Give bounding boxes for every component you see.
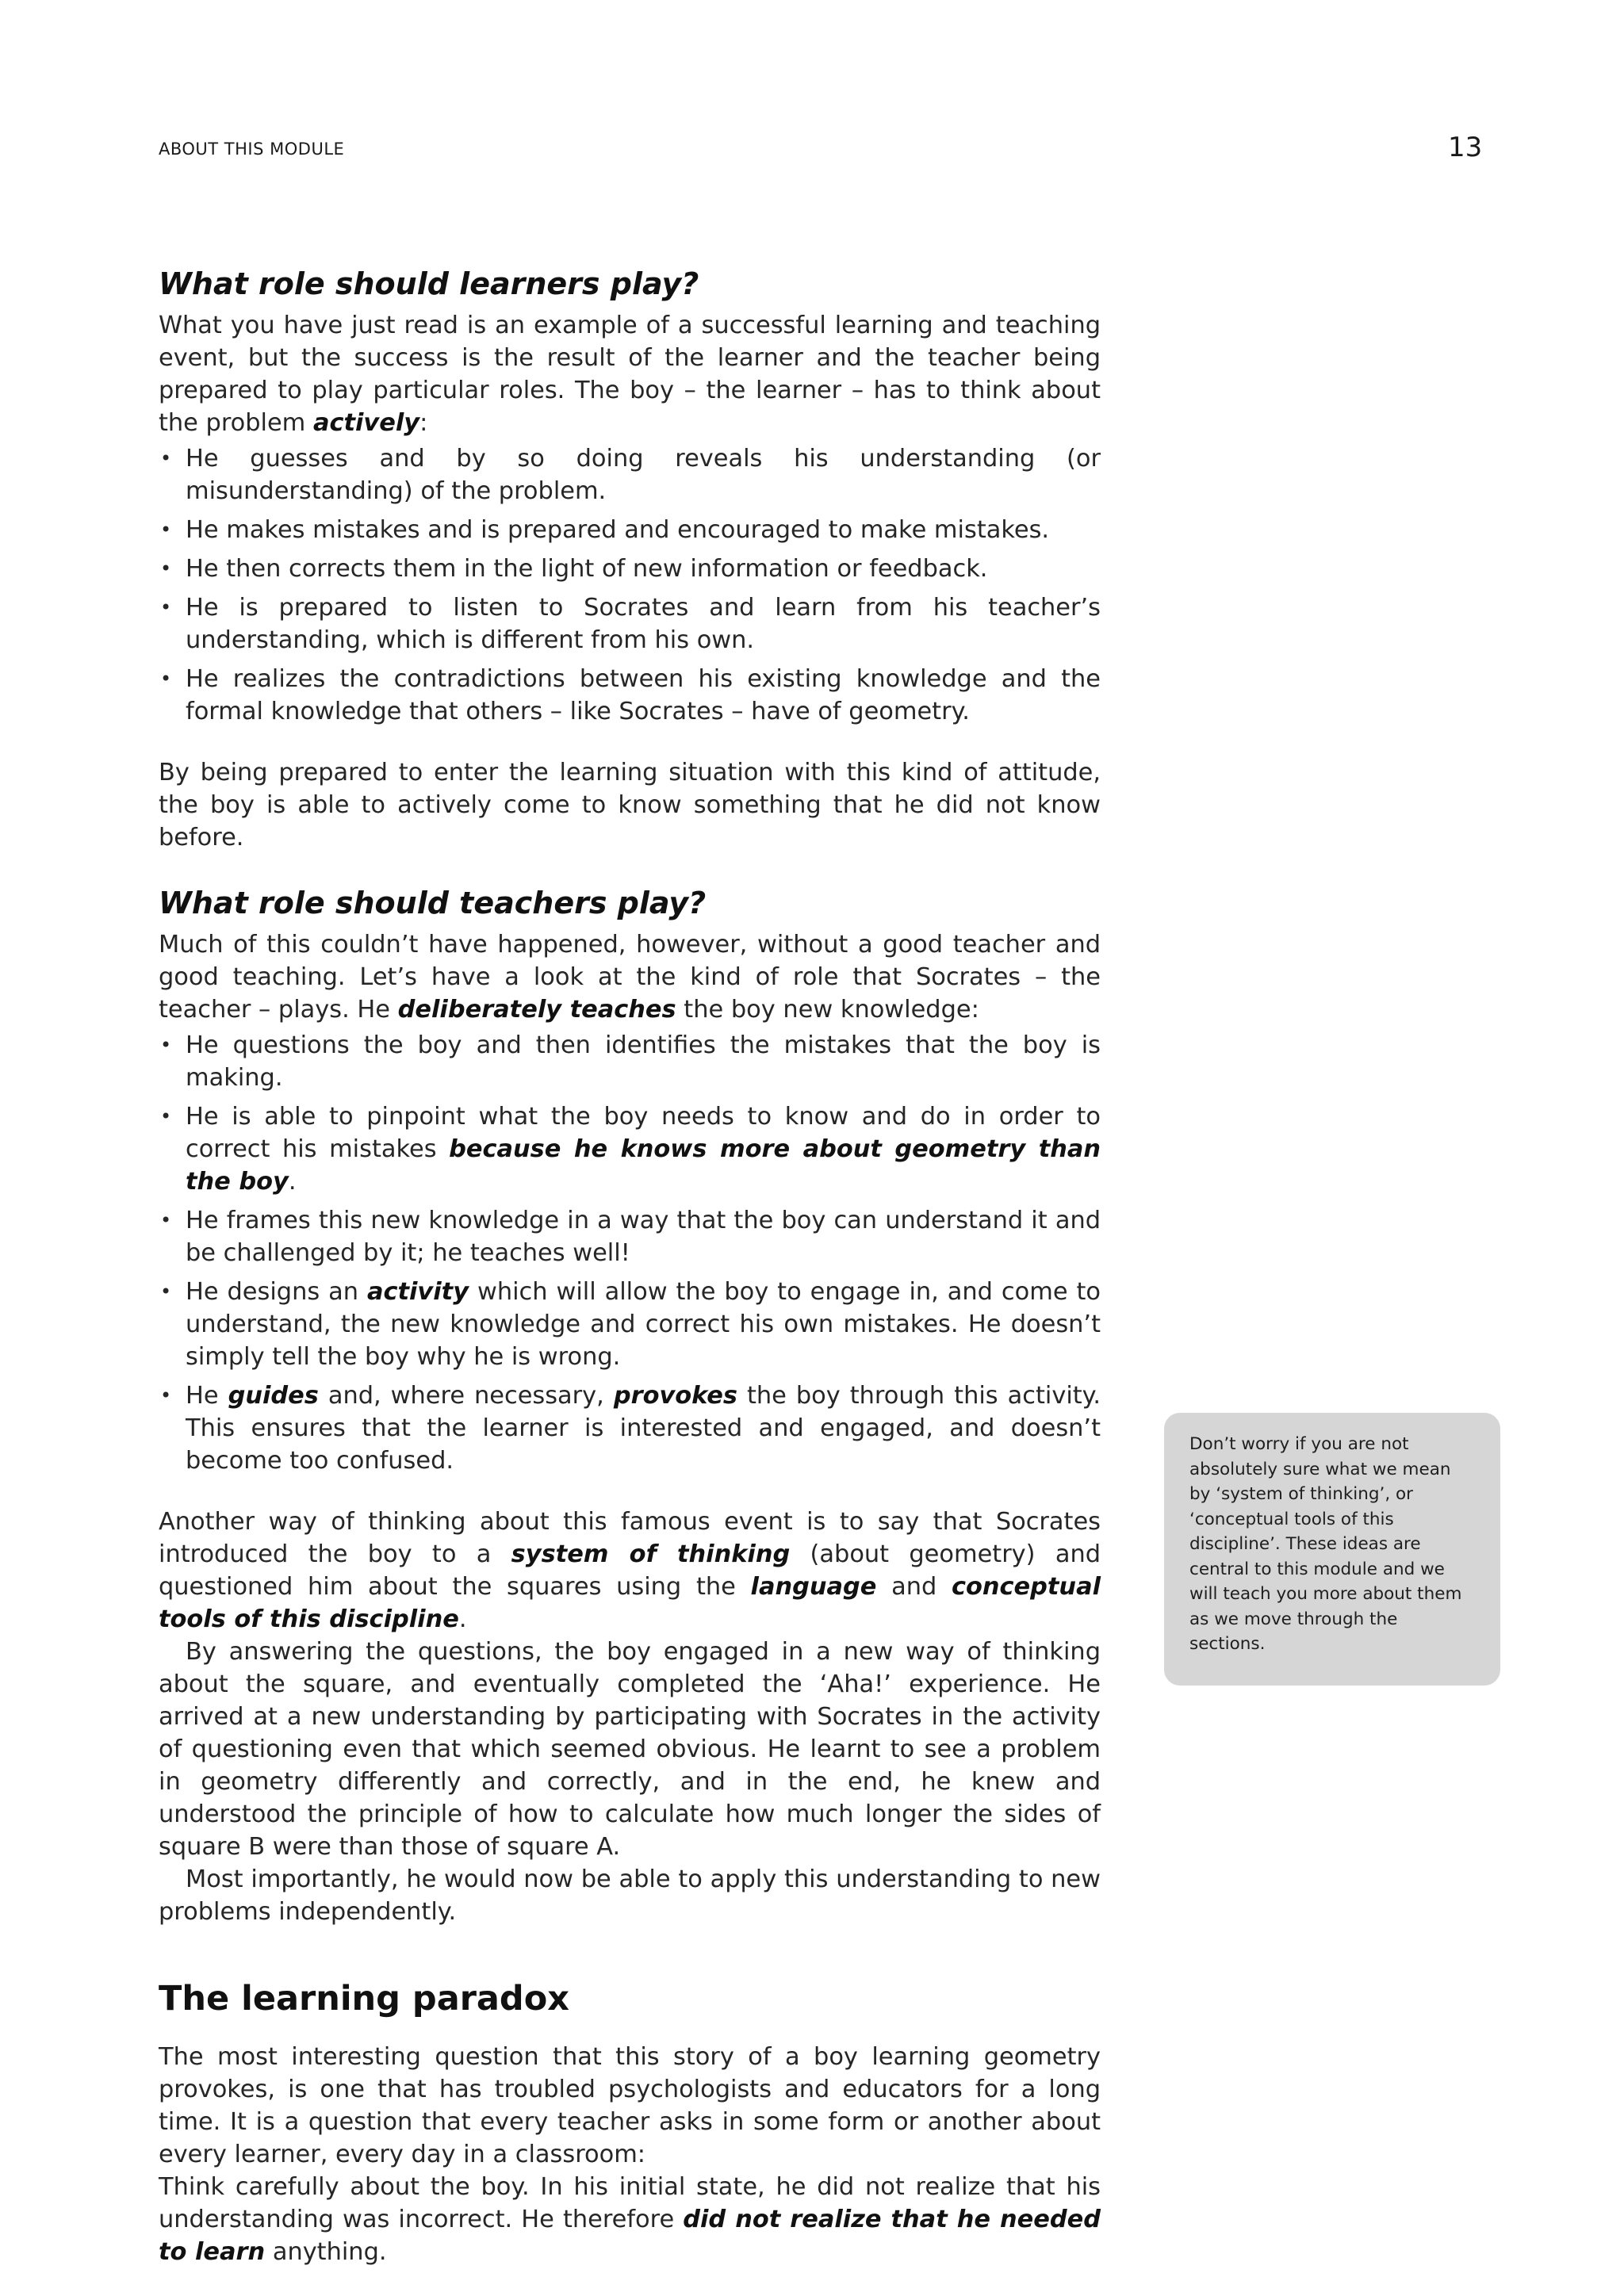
sidebar-note	[1164, 1413, 1500, 1686]
list-item	[159, 1276, 1101, 1373]
learners-intro-end: :	[419, 409, 428, 437]
bullet-emphasis: guides	[228, 1382, 319, 1410]
paradox-paragraph-2	[159, 2171, 1101, 2268]
running-head: ABOUT THIS MODULE	[159, 140, 345, 159]
list-item: • He questions the boy and then identifies the mistakes that the boy is making.	[159, 1029, 1101, 1094]
discussion-section	[159, 1506, 1101, 1928]
discussion-paragraph-2: By answering the questions, the boy engaged in a new way of thinking about the square, and eventually completed the ‘Aha!’ experience. He arrived at a new understanding by participating with Socrates in the activity of questioning even that which seemed obvious. He learnt to see a problem in geometry differently and correctly, and in the end, he knew and understood the principle of how to calculate how much longer the sides of square B were than those of square A.	[159, 1638, 1101, 1861]
bullet-text: He designs an	[186, 1278, 367, 1306]
learners-intro-text: What you have just read is an example of a successful learning and teaching event, but the success is the result of the learner and the teacher being prepared to play particular roles. The boy – the learner – has to think about the problem	[159, 312, 1101, 437]
teachers-intro-emphasis: deliberately teaches	[397, 996, 676, 1024]
bullet-text-end: the boy through this activity. This ensures that the learner is interested and engaged, and doesn’t become too confused.	[186, 1382, 1101, 1475]
paragraph-text: Another way of thinking about this famous event is to say that Socrates introduced the boy to a	[159, 1508, 1101, 1568]
paragraph-text: .	[458, 1605, 467, 1633]
learners-intro	[159, 309, 1101, 439]
list-item: • He frames this new knowledge in a way that the boy can understand it and be challenged by it; he teaches well!	[159, 1204, 1101, 1269]
bullet-emphasis: provokes	[613, 1382, 737, 1410]
learners-section	[159, 263, 1101, 854]
paragraph-emphasis: conceptual tools of this discipline	[159, 1573, 1101, 1633]
discussion-paragraph-1	[159, 1506, 1101, 1636]
bullet-text-middle: and, where necessary,	[318, 1382, 614, 1410]
paragraph-emphasis: language	[750, 1573, 877, 1601]
paragraph-text: (about geometry) and questioned him about the squares using the	[159, 1540, 1101, 1601]
list-item: • He realizes the contradictions between his existing knowledge and the formal knowledge that others – like Socrates – have of geometry.	[159, 663, 1101, 728]
paragraph-emphasis: system of thinking	[511, 1540, 791, 1568]
paragraph-text: anything.	[265, 2238, 387, 2266]
paragraph-emphasis: did not realize that he needed to learn	[159, 2206, 1101, 2266]
learners-heading: What role should learners play?	[159, 266, 699, 301]
learners-intro-emphasis: actively	[312, 409, 420, 437]
paragraph-text: and	[876, 1573, 952, 1601]
list-item: • He guesses and by so doing reveals his understanding (or misunderstanding) of the problem.	[159, 442, 1101, 507]
teachers-heading: What role should teachers play?	[159, 886, 707, 920]
teachers-intro-end: the boy new knowledge:	[676, 996, 979, 1024]
sidebar-note-text: Don’t worry if you are not absolutely sure what we mean by ‘system of thinking’, or ‘conceptual tools of this discipline’. These ideas are central to this module and we will teach you more about them as we move through the sections.	[1189, 1434, 1462, 1654]
main-content	[159, 263, 1101, 2268]
teachers-bullet-list	[159, 1029, 1101, 1477]
teachers-intro-text: Much of this couldn’t have happened, however, without a good teacher and good teaching. Let’s have a look at the kind of role that Socrates – the teacher – plays. He	[159, 931, 1101, 1024]
bullet-emphasis: because he knows more about geometry than the boy	[186, 1135, 1101, 1196]
learners-bullet-list	[159, 442, 1101, 728]
list-item: • He is prepared to listen to Socrates and learn from his teacher’s understanding, which is different from his own.	[159, 591, 1101, 656]
list-item: • He makes mistakes and is prepared and encouraged to make mistakes.	[159, 514, 1101, 546]
list-item	[159, 1380, 1101, 1477]
teachers-section	[159, 882, 1101, 1477]
list-item: • He then corrects them in the light of new information or feedback.	[159, 553, 1101, 585]
discussion-paragraph-3: Most importantly, he would now be able to apply this understanding to new problems independently.	[159, 1866, 1101, 1926]
bullet-text: He is able to pinpoint what the boy needs to know and do in order to correct his mistakes	[186, 1103, 1101, 1163]
paradox-paragraph-1: The most interesting question that this story of a boy learning geometry provokes, is one that has troubled psychologists and educators for a long time. It is a question that every teacher asks in some form or another about every learner, every day in a classroom:	[159, 2043, 1101, 2168]
bullet-text: He	[186, 1382, 228, 1410]
list-item	[159, 1100, 1101, 1198]
learners-closing: By being prepared to enter the learning situation with this kind of attitude, the boy is able to actively come to know something that he did not know before.	[159, 759, 1101, 851]
page-number: 13	[1448, 132, 1483, 163]
paragraph-text: Think carefully about the boy. In his initial state, he did not realize that his understanding was incorrect. He therefore	[159, 2173, 1101, 2233]
paradox-section	[159, 1976, 1101, 2268]
bullet-emphasis: activity	[366, 1278, 469, 1306]
teachers-intro	[159, 928, 1101, 1026]
bullet-text-end: .	[288, 1168, 297, 1196]
paradox-heading: The learning paradox	[159, 1979, 569, 2019]
bullet-text-end: which will allow the boy to engage in, and come to understand, the new knowledge and correct his own mistakes. He doesn’t simply tell the boy why he is wrong.	[186, 1278, 1101, 1371]
